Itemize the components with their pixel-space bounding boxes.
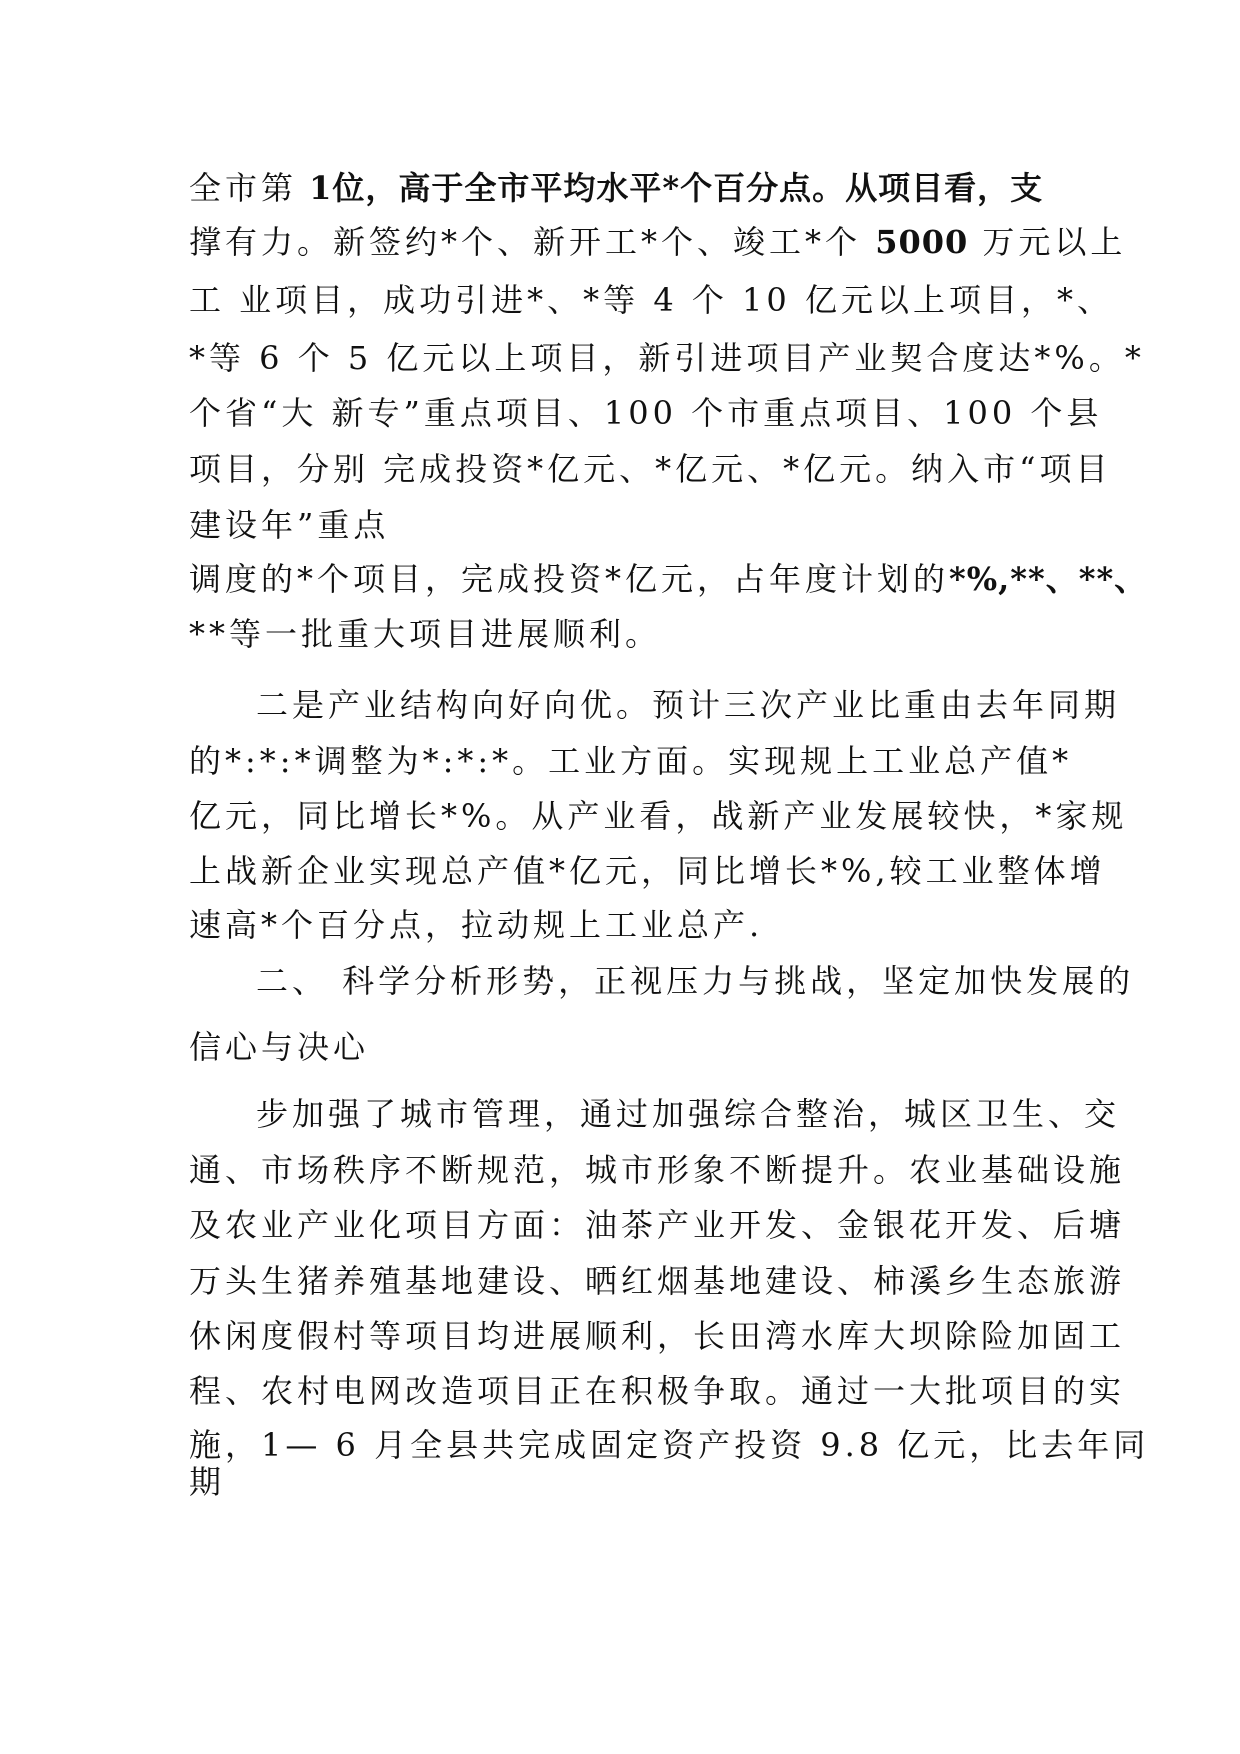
paragraph2-line1: 二是产业结构向好向优。预计三次产业比重由去年同期 (256, 686, 1121, 724)
paragraph3-line5: 休闲度假村等项目均进展顺利，长田湾水库大坝除险加固工 (189, 1317, 1126, 1355)
paragraph1-line6: 项目，分别 完成投资*亿元、*亿元、*亿元。纳入市“项目 (189, 450, 1112, 488)
text-segment: 调度的*个项目，完成投资*亿元，占年度计划的 (189, 560, 950, 598)
bold-segment: *%,**、**、 (949, 560, 1148, 598)
paragraph3-line8: 期 (189, 1463, 226, 1501)
paragraph2-line5: 速高*个百分点，拉动规上工业总产. (189, 906, 764, 944)
paragraph1-line4: *等 6 个 5 亿元以上项目，新引进项目产业契合度达*%。* (189, 339, 1145, 377)
text-segment: 撑有力。新签约*个、新开工*个、竣工*个 (189, 223, 862, 261)
paragraph2-line4: 上战新企业实现总产值*亿元，同比增长*%,较工业整体增 (189, 852, 1106, 890)
paragraph1-line3: 工 业项目，成功引进*、*等 4 个 10 亿元以上项目，*、 (189, 281, 1113, 319)
paragraph1-line5: 个省“大 新专”重点项目、100 个市重点项目、100 个县 (189, 394, 1103, 432)
paragraph1-line7: 建设年”重点 (189, 506, 390, 544)
paragraph1-line9: **等一批重大项目进展顺利。 (189, 615, 662, 653)
text-segment: 万元以上 (982, 223, 1127, 261)
paragraph3-line7: 施，1— 6 月全县共完成固定资产投资 9.8 亿元，比去年同 (189, 1426, 1150, 1464)
paragraph2-line3: 亿元，同比增长*%。从产业看，战新产业发展较快，*家规 (189, 797, 1128, 835)
paragraph1-line2 (189, 222, 1127, 262)
paragraph1-line1 (189, 168, 1059, 208)
section-heading-line1: 二、 科学分析形势，正视压力与挑战，坚定加快发展的 (256, 962, 1135, 1000)
paragraph3-line2: 通、市场秩序不断规范，城市形象不断提升。农业基础设施 (189, 1151, 1126, 1189)
paragraph3-line4: 万头生猪养殖基地建设、晒红烟基地建设、柿溪乡生态旅游 (189, 1262, 1126, 1300)
bold-segment: 1位，高于全市平均水平*个百分点。从项目看，支 (297, 169, 1044, 207)
bold-number: 5000 (875, 223, 969, 261)
paragraph3-line3: 及农业产业化项目方面：油茶产业开发、金银花开发、后塘 (189, 1206, 1126, 1244)
paragraph3-line6: 程、农村电网改造项目正在积极争取。通过一大批项目的实 (189, 1372, 1126, 1410)
paragraph2-line2: 的*:*:*调整为*:*:*。工业方面。实现规上工业总产值* (189, 742, 1073, 780)
paragraph1-line8 (189, 559, 1148, 599)
section-heading-line2: 信心与决心 (189, 1028, 370, 1066)
paragraph3-line1: 步加强了城市管理，通过加强综合整治，城区卫生、交 (256, 1095, 1121, 1133)
text-segment: 全市第 (189, 169, 298, 207)
